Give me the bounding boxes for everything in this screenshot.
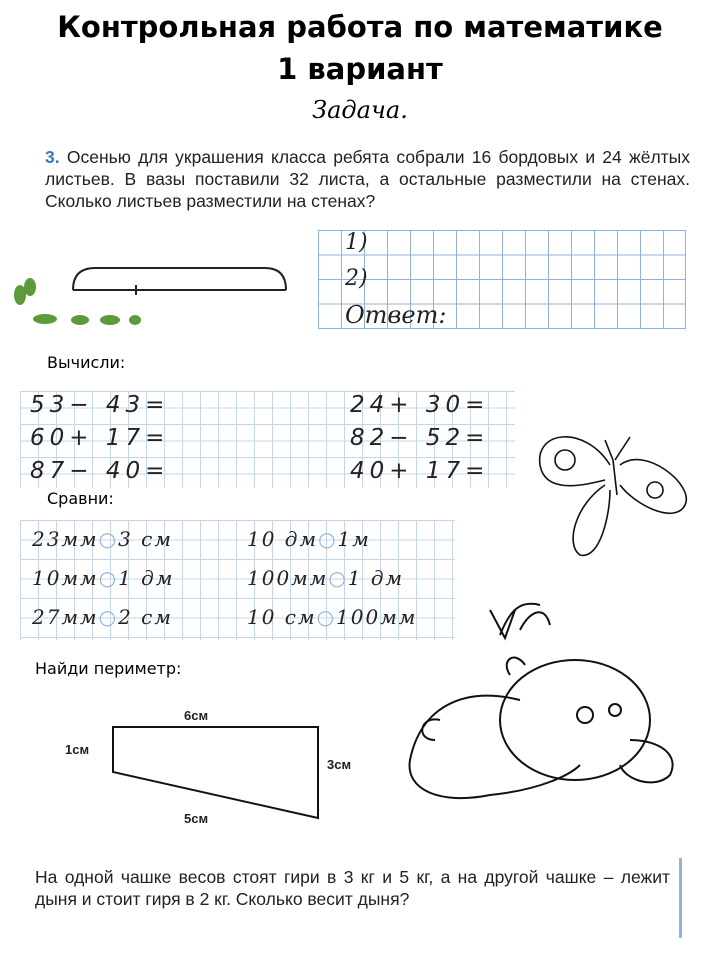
lion-cub-illustration bbox=[400, 590, 690, 830]
butterfly-illustration bbox=[525, 425, 695, 565]
trapezoid-figure bbox=[0, 700, 360, 840]
perimeter-heading: Найди периметр: bbox=[35, 659, 182, 678]
compare-item: 10мм○1 дм bbox=[32, 566, 175, 590]
expression: 53− 43= bbox=[30, 392, 170, 418]
compute-heading: Вычисли: bbox=[47, 353, 126, 372]
side-right-label: 3см bbox=[327, 757, 352, 772]
side-left-label: 1см bbox=[65, 742, 90, 757]
task-2-text: На одной чашке весов стоят гири в 3 кг и 5 кг, а на другой чашке – лежит дыня и стоит гиря в 2 кг. Сколько весит дыня? bbox=[35, 867, 670, 909]
task-subtitle: Задача. bbox=[312, 96, 408, 124]
variant-title: 1 вариант bbox=[277, 52, 443, 86]
expression: 60+ 17= bbox=[30, 425, 170, 451]
expression: 82− 52= bbox=[350, 425, 490, 451]
answer-line-1: 1) bbox=[345, 230, 368, 255]
task-1-body: Осенью для украшения класса ребята собрали 16 бордовых и 24 жёлтых листьев. В вазы поставили 32 листа, а остальные разместили на стенах. Сколько листьев разместили на стенах? bbox=[45, 147, 690, 211]
compare-item: 100мм○1 дм bbox=[247, 566, 405, 590]
expression: 24+ 30= bbox=[350, 392, 490, 418]
answer-label: Ответ: bbox=[345, 301, 447, 329]
side-bottom-label: 5см bbox=[184, 811, 209, 826]
compare-item: 10 дм○1м bbox=[247, 527, 371, 551]
compare-item: 27мм○2 см bbox=[32, 605, 173, 629]
margin-bar bbox=[679, 858, 682, 938]
compare-heading: Сравни: bbox=[47, 489, 114, 508]
page-title: Контрольная работа по математике bbox=[57, 10, 663, 44]
compare-item: 10 см○100мм bbox=[247, 605, 418, 629]
leaves-icon bbox=[14, 278, 141, 325]
scheme-diagram bbox=[0, 255, 300, 335]
expression: 87− 40= bbox=[30, 458, 170, 484]
compare-item: 23мм○3 см bbox=[32, 527, 173, 551]
expression: 40+ 17= bbox=[350, 458, 490, 484]
task-1-text bbox=[45, 146, 690, 212]
side-top-label: 6см bbox=[184, 708, 209, 723]
task-number: 3. bbox=[45, 147, 60, 167]
answer-line-2: 2) bbox=[345, 266, 368, 291]
